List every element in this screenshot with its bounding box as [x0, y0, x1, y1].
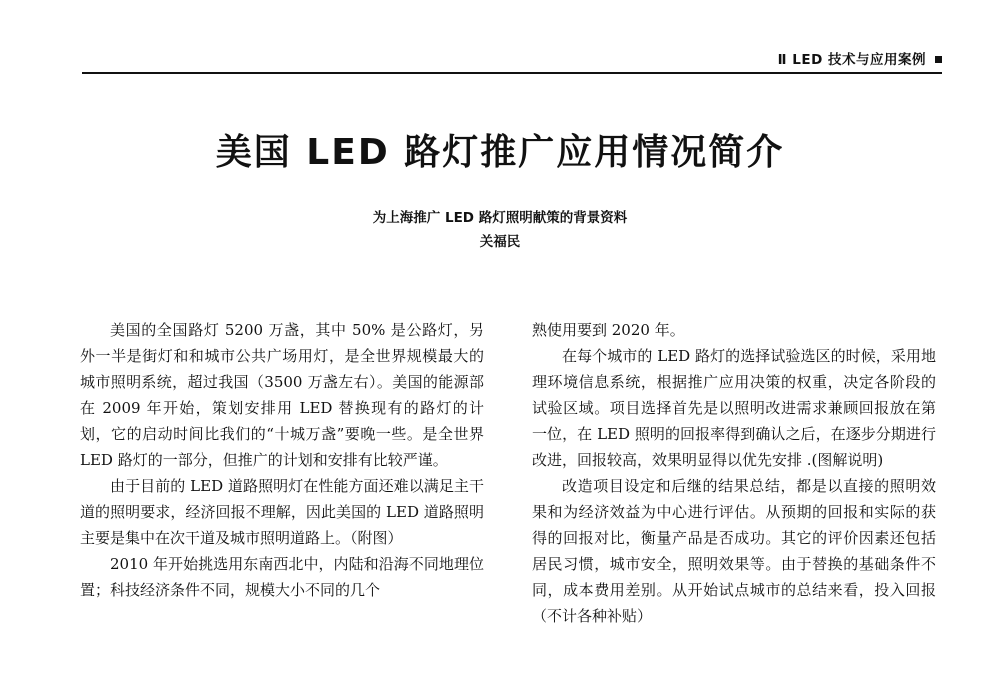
square-bullet-icon [935, 56, 942, 63]
paragraph: 在每个城市的 LED 路灯的选择试验选区的时候，采用地理环境信息系统，根据推广应用决策的权重，决定各阶段的试验区域。项目选择首先是以照明改进需求兼顾回报放在第一位，在 LED 照明的回报率得到确认之后，在逐步分期进行改进，回报较高，效果明显得以优先安排 .(图解说明) [532, 347, 936, 469]
section-label: Ⅱ LED 技术与应用案例 [777, 52, 926, 68]
article-title: 美国 LED 路灯推广应用情况简介 [215, 132, 785, 173]
paragraph: 2010 年开始挑选用东南西北中，内陆和沿海不同地理位置；科技经济条件不同，规模大小不同的几个 [80, 555, 484, 599]
article-author: 关福民 [479, 234, 521, 250]
left-column [80, 317, 484, 603]
right-column [532, 317, 936, 629]
paragraph: 熟使用要到 2020 年。 [532, 321, 685, 339]
paragraph: 美国的全国路灯 5200 万盏，其中 50% 是公路灯，另外一半是街灯和和城市公共广场用灯，是全世界规模最大的城市照明系统，超过我国（3500 万盏左右）。美国的能源部在 2009 年开始，策划安排用 LED 替换现有的路灯的计划，它的启动时间比我们的“十城万盏”要晚一些。是全世界 LED 路灯的一部分，但推广的计划和安排有比较严谨。 [80, 321, 484, 469]
paragraph: 由于目前的 LED 道路照明灯在性能方面还难以满足主干道的照明要求，经济回报不理解，因此美国的 LED 道路照明主要是集中在次干道及城市照明道路上。（附图） [80, 477, 484, 547]
running-header [778, 48, 942, 68]
paragraph: 改造项目设定和后继的结果总结，都是以直接的照明效果和为经济效益为中心进行评估。从预期的回报和实际的获得的回报对比，衡量产品是否成功。其它的评价因素还包括居民习惯，城市安全，照明效果等。由于替换的基础条件不同，成本费用差别。从开始试点城市的总结来看，投入回报（不计各种补贴） [532, 477, 936, 625]
header-rule [82, 72, 942, 74]
article-subtitle: 为上海推广 LED 路灯照明献策的背景资料 [372, 210, 628, 226]
